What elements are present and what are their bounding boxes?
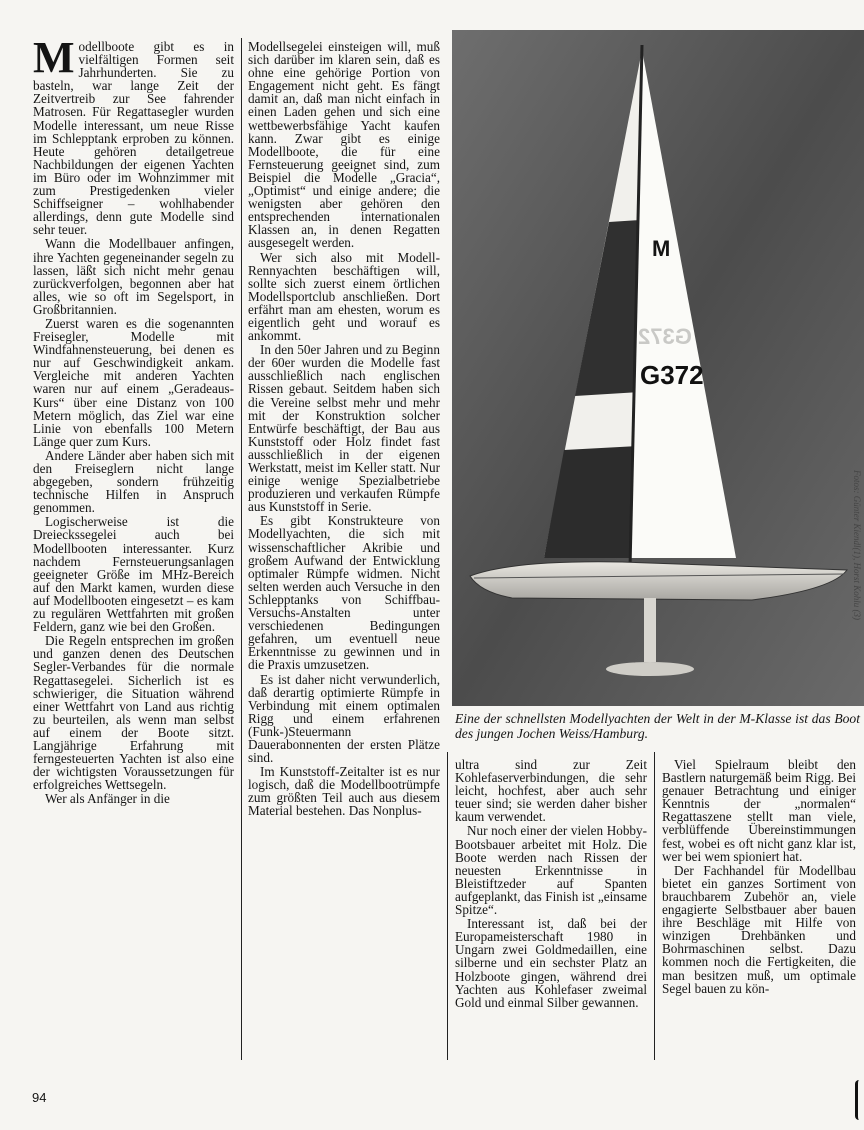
- hull: [470, 562, 847, 600]
- column-rule: [654, 752, 655, 1060]
- paragraph: Es ist daher nicht verwunderlich, daß derartig optimierte Rümpfe in Verbindung mit einem optimalen Rigg und einem erfahrenen (Funk-)Steuermann Dauerabonnenten der ersten Plätze sind.: [248, 671, 440, 766]
- paragraph: Im Kunststoff-Zeitalter ist es nur logisch, daß die Modellbootrümpfe zum größten Teil auch aus diesem Material bestehen. Das Nonplus-: [248, 764, 440, 819]
- paragraph: ultra sind zur Zeit Kohlefaserverbindungen, die sehr leicht, hochfest, aber auch sehr teuer sind; sie werden daher bisher kaum verwendet.: [455, 758, 647, 825]
- column-rule: [447, 752, 448, 1060]
- paragraph: Wann die Modellbauer anfingen, ihre Yachten gegeneinander segeln zu lassen, läßt sich nicht mehr genau zurückverfolgen, begonnen aber hat alles, wie so oft im Segelsport, in Großbritannien.: [33, 236, 234, 317]
- sail-number-ghost: G372: [638, 324, 692, 349]
- photo-caption: Eine der schnellsten Modellyachten der Welt in der M-Klasse ist das Boot des jungen Jochen Weiss/Hamburg.: [455, 711, 860, 741]
- column-4: [662, 758, 856, 1060]
- paragraph: [33, 40, 234, 236]
- paragraph: Es gibt Konstrukteure von Modellyachten, die sich mit wissenschaftlicher Akribie und großem Aufwand der Entwicklung optimaler Rümpfe widmen. Nicht selten werden auch Versuche in den Schlepptanks von Schiffbau-Versuchs-Anstalten unter verschiedenen Bedingungen gefahren, um eventuell neue Erkenntnisse zu gewinnen und in die Praxis umzusetzen.: [248, 513, 440, 673]
- paragraph: Modellsegelei einsteigen will, muß sich darüber im klaren sein, daß es ohne eine gehörige Portion von Engagement nicht geht. Es fängt damit an, daß man nicht einfach in einen Laden gehen und sich eine wettbewerbsfähige Yacht kaufen kann. Zwar gibt es einige Modellboote, die für eine Fernsteuerung geeignet sind, zum Beispiel die Modelle „Gracia“, „Optimist“ und einige andere; die wenigsten aber gehören den entsprechenden internationalen Klassen an, in denen Regatten ausgesegelt werden.: [248, 40, 440, 251]
- sailboat-photo: [452, 30, 864, 706]
- sail-letter: M: [652, 236, 671, 261]
- paragraph: Wer sich also mit Modell-Rennyachten beschäftigen will, sollte sich zuerst einem örtlichen Modellsportclub anschließen. Dort erfährt man am ehesten, worum es eigentlich geht und worauf es ankommt.: [248, 249, 440, 344]
- paragraph: Der Fachhandel für Modellbau bietet ein ganzes Sortiment von brauchbarem Zubehör an, viele engagierte Selbstbauer aber bauen ihre Beschläge mit Hilfe von winzigen Drehbänken und Bohrmaschinen selbst. Dazu kommen noch die Fertigkeiten, die man besitzen muß, um optimale Segel bauen zu kön-: [662, 862, 856, 996]
- keel-bulb: [606, 662, 694, 676]
- sail-number: G372: [640, 360, 704, 390]
- paragraph: Viel Spielraum bleibt den Bastlern naturgemäß beim Rigg. Bei genauer Betrachtung und einiger Kenntnis der „normalen“ Regattaszene stellt man viele, verblüffende Übereinstimmungen fest, wobei es oft nicht ganz klar ist, wer bei wem spioniert hat.: [662, 758, 856, 864]
- paragraph: Zuerst waren es die sogenannten Freisegler, Modelle mit Windfahnensteuerung, bei denen es nur auf Geschwindigkeit ankam. Vergleiche mit anderen Yachten waren nur auf einem „Geradeaus-Kurs“ über eine Distanz von 100 Metern möglich, das Ziel war eine Linie von ebenfalls 100 Metern Länge quer zum Kurs.: [33, 315, 234, 449]
- paragraph: Die Regeln entsprechen im großen und ganzen denen des Deutschen Segler-Verbandes für die normale Regattasegelei. Sicherlich ist es schwieriger, die Situation während einer Wettfahrt von Land aus richtig zu beurteilen, als wenn man selbst auf einem der Boote sitzt. Langjährige Erfahrung mit ferngesteuerten Yachten ist also eine der wichtigsten Voraussetzungen für erfolgreiches Wettsegeln.: [33, 633, 234, 793]
- paragraph: In den 50er Jahren und zu Beginn der 60er wurden die Modelle fast ausschließlich nach englischen Rissen gebaut. Seitdem haben sich die Vereine selbst mehr und mehr mit der Konstruktion solcher Entwürfe beschäftigt, der Bau aus Kunststoff oder Holz findet fast ausschließlich in der eigenen Werkstatt, meist im Keller statt. Nur einige wenige Spezialbetriebe produzieren und verkaufen Rümpfe aus Kunststoff in Serie.: [248, 342, 440, 515]
- paragraph-text: odellboote gibt es in vielfältigen Formen seit Jahrhunderten. Sie zu basteln, war lange Zeit der Zeitvertreib zur See fahrender Matrosen. Für Regattasegler wurden Modelle interessant, um neue Risse im Schlepptank erproben zu können. Heute gehören detailgetreue Nachbildungen der eigenen Yachten im Büro oder im Wohnzimmer mit zum Prestigedenken vieler Schiffseigner – wohlhabender allerdings, denn gute Modelle sind sehr teuer.: [33, 40, 234, 238]
- paragraph: Andere Länder aber haben sich mit den Freiseglern nicht lange abgegeben, sondern frühzeitig technische Hilfen in Anspruch genommen.: [33, 447, 234, 516]
- column-2: [248, 40, 440, 1060]
- column-3: [455, 758, 647, 1060]
- paragraph: Nur noch einer der vielen Hobby-Bootsbauer arbeitet mit Holz. Die Boote werden nach Rissen der neuesten Erkenntnisse in Bleistiftzeder auf Spanten aufgeplankt, das Finish ist „einsame Spitze“.: [455, 823, 647, 918]
- photo-credit: Fotos: Günter Kiendl(1), Horst Kohlu (3): [852, 470, 862, 620]
- paragraph: Logischerweise ist die Dreieckssegelei auch bei Modellbooten interessanter. Kurz nachdem Fernsteuerungsanlagen geeigneter Größe im MHz-Bereich auf den Markt kamen, wurden diese auf Modellbooten eingesetzt – es kam zu regulären Wettfahrten mit großen Feldern, ganz wie bei den Großen.: [33, 514, 234, 635]
- paragraph: Interessant ist, daß bei der Europameisterschaft 1980 in Ungarn zwei Goldmedaillen, eine silberne und ein sechster Platz an Holzboote gingen, während drei Yachten aus Kohlefaser zweimal Gold und einmal Silber gewannen.: [455, 916, 647, 1010]
- page-edge-mark: [855, 1080, 864, 1120]
- drop-cap: M: [33, 40, 75, 82]
- column-1: [33, 40, 234, 1060]
- paragraph: Wer als Anfänger in die: [45, 791, 170, 807]
- column-rule: [241, 38, 242, 1060]
- keel: [644, 598, 656, 662]
- page-number: 94: [32, 1090, 47, 1105]
